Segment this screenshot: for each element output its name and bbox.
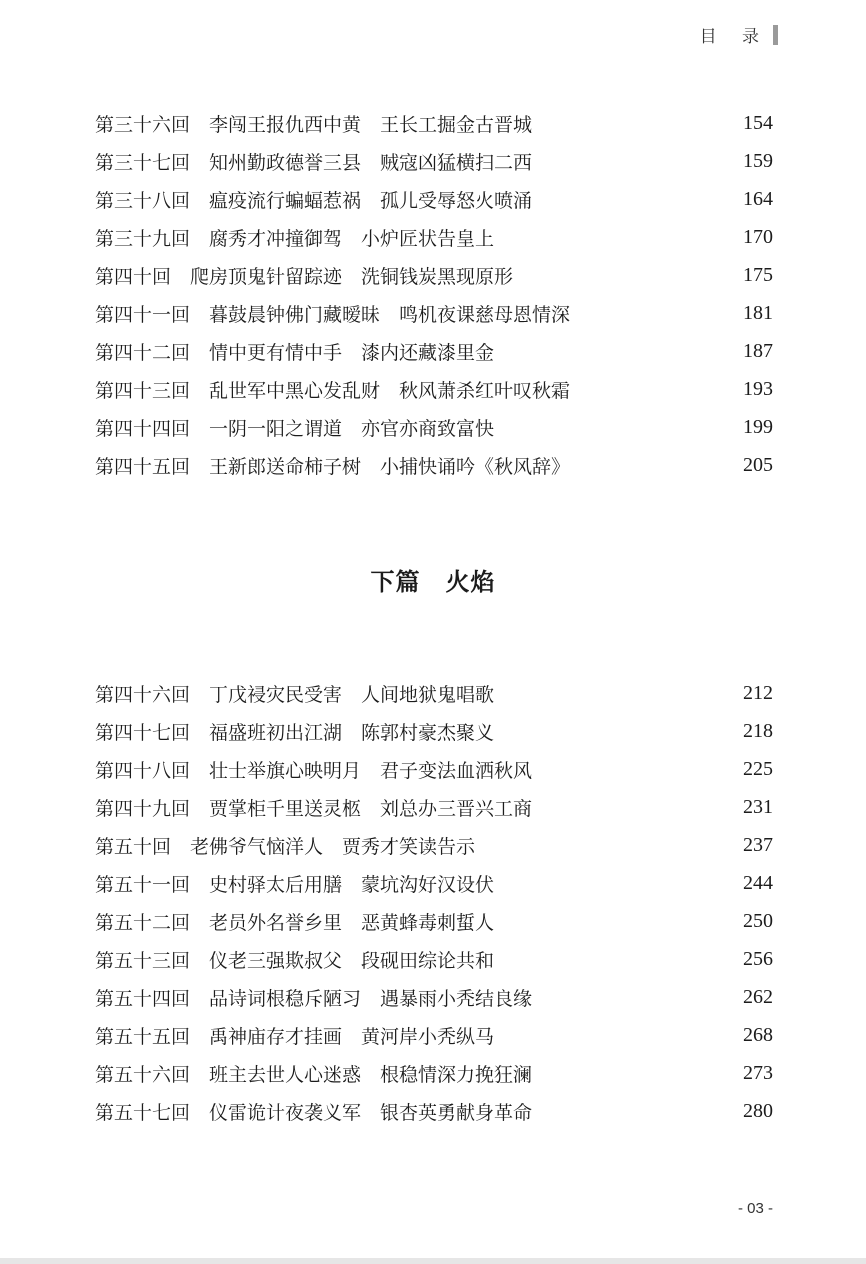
toc-entry-page: 193 [743, 377, 773, 400]
toc-entry[interactable] [95, 788, 773, 826]
toc-entry-page: 250 [743, 909, 773, 932]
toc-entry-page: 212 [743, 681, 773, 704]
toc-entry[interactable] [95, 370, 773, 408]
toc-entry[interactable] [95, 256, 773, 294]
toc-entry-title: 第三十六回 李闯王报仇西中黄 王长工掘金古晋城 [95, 113, 533, 136]
toc-entry[interactable] [95, 826, 773, 864]
toc-entry-page: 268 [743, 1023, 773, 1046]
toc-entry-page: 244 [743, 871, 773, 894]
toc-entry-page: 225 [743, 757, 773, 780]
toc-lower-list [95, 674, 773, 1130]
toc-entry-page: 262 [743, 985, 773, 1008]
page-number: - 03 - [737, 1200, 773, 1217]
running-header [700, 22, 778, 47]
toc-entry-page: 187 [743, 339, 773, 362]
toc-entry[interactable] [95, 332, 773, 370]
toc-entry[interactable] [95, 712, 773, 750]
header-title: 目 录 [699, 27, 769, 47]
toc-entry-title: 第四十五回 王新郎送命柿子树 小捕快诵吟《秋风辞》 [95, 455, 571, 478]
toc-entry-title: 第四十四回 一阴一阳之谓道 亦官亦商致富快 [95, 417, 495, 440]
toc-entry[interactable] [95, 978, 773, 1016]
toc-entry[interactable] [95, 104, 773, 142]
toc-entry-title: 第五十六回 班主去世人心迷惑 根稳情深力挽狂澜 [95, 1063, 533, 1086]
toc-entry-page: 231 [743, 795, 773, 818]
bottom-edge-strip [0, 1258, 866, 1264]
toc-entry-title: 第五十回 老佛爷气恼洋人 贾秀才笑读告示 [95, 835, 476, 858]
toc-entry-title: 第四十二回 情中更有情中手 漆内还藏漆里金 [95, 341, 495, 364]
toc-entry[interactable] [95, 408, 773, 446]
toc-entry-page: 164 [743, 187, 773, 210]
toc-entry-title: 第五十二回 老员外名誉乡里 恶黄蜂毒刺蜇人 [95, 911, 495, 934]
toc-entry-title: 第五十一回 史村驿太后用膳 蒙坑沟好汉设伏 [95, 873, 495, 896]
toc-entry-title: 第五十四回 品诗词根稳斥陋习 遇暴雨小秃结良缘 [95, 987, 533, 1010]
toc-upper-list [95, 104, 773, 484]
toc-entry[interactable] [95, 1092, 773, 1130]
toc-entry[interactable] [95, 940, 773, 978]
toc-entry-page: 170 [743, 225, 773, 248]
toc-entry-title: 第三十七回 知州勤政德誉三县 贼寇凶猛横扫二西 [95, 151, 533, 174]
toc-entry-title: 第四十六回 丁戊祲灾民受害 人间地狱鬼唱歌 [95, 683, 495, 706]
toc-entry-page: 181 [743, 301, 773, 324]
toc-entry[interactable] [95, 902, 773, 940]
toc-entry-title: 第四十九回 贾掌柜千里送灵柩 刘总办三晋兴工商 [95, 797, 533, 820]
toc-entry-title: 第四十八回 壮士举旗心映明月 君子变法血洒秋风 [95, 759, 533, 782]
toc-entry-title: 第四十三回 乱世军中黑心发乱财 秋风萧杀红叶叹秋霜 [95, 379, 571, 402]
toc-entry-page: 280 [743, 1099, 773, 1122]
toc-entry-page: 159 [743, 149, 773, 172]
toc-entry[interactable] [95, 294, 773, 332]
toc-entry-title: 第三十九回 腐秀才冲撞御驾 小炉匠状告皇上 [95, 227, 495, 250]
toc-entry-page: 218 [743, 719, 773, 742]
toc-entry[interactable] [95, 674, 773, 712]
toc-entry[interactable] [95, 446, 773, 484]
toc-entry[interactable] [95, 864, 773, 902]
toc-entry[interactable] [95, 1054, 773, 1092]
toc-entry-title: 第四十一回 暮鼓晨钟佛门藏暧昧 鸣机夜课慈母恩情深 [95, 303, 571, 326]
section-title: 下篇 火焰 [370, 567, 496, 596]
toc-entry-title: 第五十七回 仪雷诡计夜袭义军 银杏英勇献身革命 [95, 1101, 533, 1124]
header-bar-mark [773, 25, 778, 45]
toc-entry-title: 第四十回 爬房顶鬼针留踪迹 洗铜钱炭黑现原形 [95, 265, 514, 288]
toc-entry-title: 第五十三回 仪老三强欺叔父 段砚田综论共和 [95, 949, 495, 972]
toc-entry-page: 237 [743, 833, 773, 856]
toc-entry[interactable] [95, 180, 773, 218]
toc-entry[interactable] [95, 750, 773, 788]
toc-entry[interactable] [95, 218, 773, 256]
toc-entry-title: 第五十五回 禹神庙存才挂画 黄河岸小秃纵马 [95, 1025, 495, 1048]
toc-entry-page: 205 [743, 453, 773, 476]
toc-entry-title: 第三十八回 瘟疫流行蝙蝠惹祸 孤儿受辱怒火喷涌 [95, 189, 533, 212]
toc-entry-page: 175 [743, 263, 773, 286]
toc-entry-page: 199 [743, 415, 773, 438]
toc-entry-page: 256 [743, 947, 773, 970]
toc-entry[interactable] [95, 1016, 773, 1054]
toc-entry-page: 273 [743, 1061, 773, 1084]
toc-entry-title: 第四十七回 福盛班初出江湖 陈郭村豪杰聚义 [95, 721, 495, 744]
toc-entry-page: 154 [743, 111, 773, 134]
toc-entry[interactable] [95, 142, 773, 180]
